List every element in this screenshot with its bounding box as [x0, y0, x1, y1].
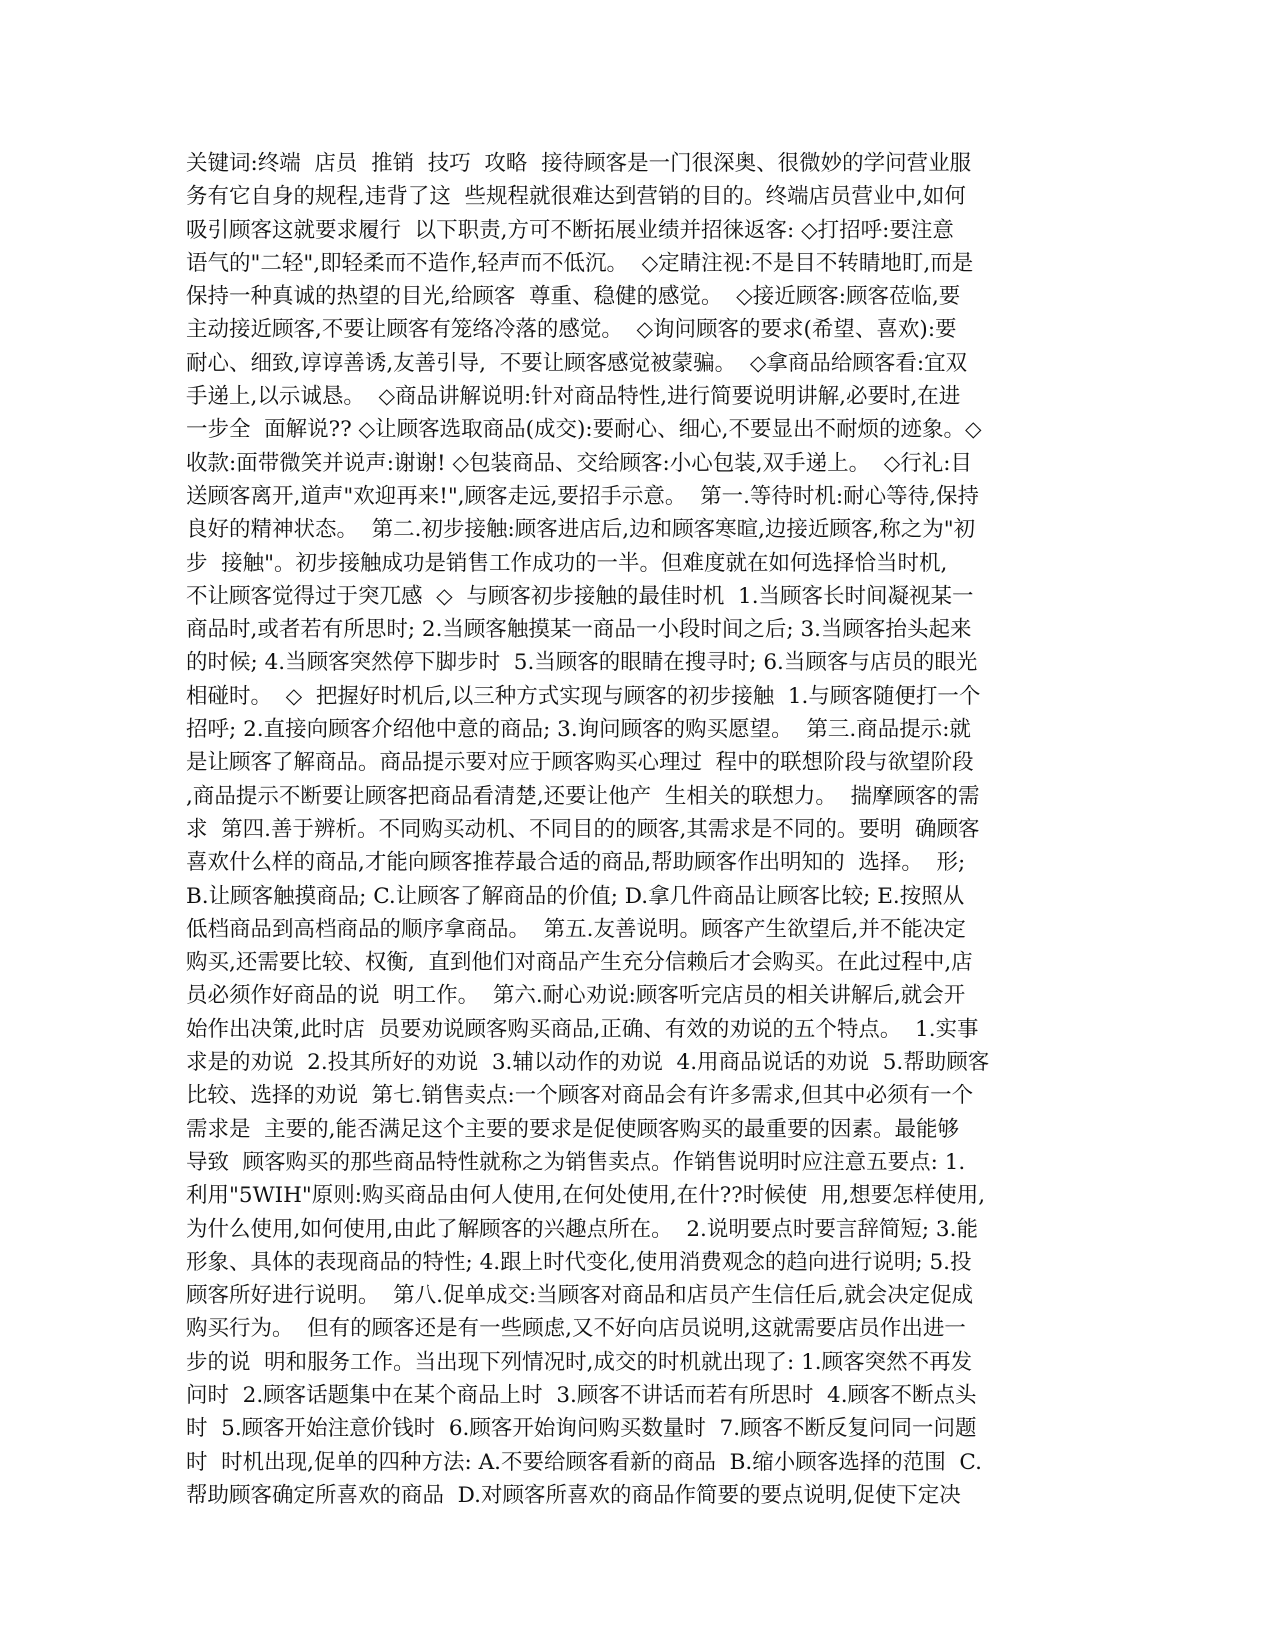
text-line: 利用"5WIH"原则:购买商品由何人使用,在何处使用,在什??时候使 用,想要怎样使用, — [186, 1183, 986, 1209]
text-line: 喜欢什么样的商品,才能向顾客推荐最合适的商品,帮助顾客作出明知的 选择。 形; — [186, 850, 966, 876]
text-line: 关键词:终端 店员 推销 技巧 攻略 接待顾客是一门很深奥、很微妙的学问营业服 — [186, 151, 972, 176]
text-line: 时 时机出现,促单的四种方法: A.不要给顾客看新的商品 B.缩小顾客选择的范围 C. — [186, 1449, 982, 1475]
text-line: 吸引顾客这就要求履行 以下职责,方可不断拓展业绩并招徕返客: ◇打招呼:要注意 — [186, 217, 954, 243]
text-line: 是让顾客了解商品。商品提示要对应于顾客购买心理过 程中的联想阶段与欲望阶段 — [186, 750, 974, 776]
text-line: 语气的"二轻",即轻柔而不造作,轻声而不低沉。 ◇定睛注视:不是目不转睛地盯,而是 — [186, 250, 974, 276]
text-line: 商品时,或者若有所思时; 2.当顾客触摸某一商品一小段时间之后; 3.当顾客抬头起来 — [186, 617, 972, 643]
text-line: 求是的劝说 2.投其所好的劝说 3.辅以动作的劝说 4.用商品说话的劝说 5.帮助顾客 — [186, 1050, 990, 1076]
text-line: 购买行为。 但有的顾客还是有一些顾虑,又不好向店员说明,这就需要店员作出进一 — [186, 1316, 966, 1342]
text-line: 的时候; 4.当顾客突然停下脚步时 5.当顾客的眼睛在搜寻时; 6.当顾客与店员的眼光 — [186, 650, 978, 676]
text-line: 低档商品到高档商品的顺序拿商品。 第五.友善说明。顾客产生欲望后,并不能决定 — [186, 916, 966, 942]
text-line: ,商品提示不断要让顾客把商品看清楚,还要让他产 生相关的联想力。 揣摩顾客的需 — [186, 783, 980, 809]
text-line: 始作出决策,此时店 员要劝说顾客购买商品,正确、有效的劝说的五个特点。 1.实事 — [186, 1016, 979, 1042]
text-line: 购买,还需要比较、权衡, 直到他们对商品产生充分信赖后才会购买。在此过程中,店 — [186, 950, 973, 976]
text-line: 导致 顾客购买的那些商品特性就称之为销售卖点。作销售说明时应注意五要点: 1. — [186, 1149, 966, 1175]
text-line: 求 第四.善于辨析。不同购买动机、不同目的的顾客,其需求是不同的。要明 确顾客 — [186, 816, 980, 842]
text-line: 一步全 面解说?? ◇让顾客选取商品(成交):要耐心、细心,不要显出不耐烦的迹象。◇ — [186, 417, 982, 443]
text-line: 形象、具体的表现商品的特性; 4.跟上时代变化,使用消费观念的趋向进行说明; 5.投 — [186, 1249, 972, 1275]
text-line: 步 接触"。初步接触成功是销售工作成功的一半。但难度就在如何选择恰当时机, — [186, 550, 948, 576]
text-line: 良好的精神状态。 第二.初步接触:顾客进店后,边和顾客寒暄,边接近顾客,称之为"初 — [186, 517, 976, 543]
text-line: 为什么使用,如何使用,由此了解顾客的兴趣点所在。 2.说明要点时要言辞简短; 3.能 — [186, 1216, 978, 1242]
text-line: 保持一种真诚的热望的目光,给顾客 尊重、稳健的感觉。 ◇接近顾客:顾客莅临,要 — [186, 284, 961, 310]
text-line: B.让顾客触摸商品; C.让顾客了解商品的价值; D.拿几件商品让顾客比较; E.按照从 — [186, 883, 965, 909]
text-line: 手递上,以示诚恳。 ◇商品讲解说明:针对商品特性,进行简要说明讲解,必要时,在进 — [186, 384, 961, 410]
text-line: 务有它自身的规程,违背了这 些规程就很难达到营销的目的。终端店员营业中,如何 — [186, 184, 966, 210]
text-line: 不让顾客觉得过于突兀感 ◇ 与顾客初步接触的最佳时机 1.当顾客长时间凝视某一 — [186, 583, 974, 609]
text-line: 需求是 主要的,能否满足这个主要的要求是促使顾客购买的最重要的因素。最能够 — [186, 1116, 960, 1142]
text-line: 帮助顾客确定所喜欢的商品 D.对顾客所喜欢的商品作简要的要点说明,促使下定决 — [186, 1482, 961, 1508]
document-body — [186, 147, 1086, 1512]
text-line: 步的说 明和服务工作。当出现下列情况时,成交的时机就出现了: 1.顾客突然不再发 — [186, 1349, 973, 1375]
text-line: 时 5.顾客开始注意价钱时 6.顾客开始询问购买数量时 7.顾客不断反复问同一问题 — [186, 1416, 977, 1442]
text-line: 送顾客离开,道声"欢迎再来!",顾客走远,要招手示意。 第一.等待时机:耐心等待,保持 — [186, 483, 980, 509]
text-line: 相碰时。 ◇ 把握好时机后,以三种方式实现与顾客的初步接触 1.与顾客随便打一个 — [186, 683, 981, 709]
text-line: 主动接近顾客,不要让顾客有笼络冷落的感觉。 ◇询问顾客的要求(希望、喜欢):要 — [186, 317, 957, 343]
text-line: 顾客所好进行说明。 第八.促单成交:当顾客对商品和店员产生信任后,就会决定促成 — [186, 1283, 974, 1309]
text-line: 问时 2.顾客话题集中在某个商品上时 3.顾客不讲话而若有所思时 4.顾客不断点头 — [186, 1382, 977, 1408]
text-line: 收款:面带微笑并说声:谢谢! ◇包装商品、交给顾客:小心包装,双手递上。 ◇行礼:目 — [186, 450, 973, 476]
text-line: 比较、选择的劝说 第七.销售卖点:一个顾客对商品会有许多需求,但其中必须有一个 — [186, 1083, 974, 1109]
text-line: 员必须作好商品的说 明工作。 第六.耐心劝说:顾客听完店员的相关讲解后,就会开 — [186, 983, 966, 1009]
text-line: 招呼; 2.直接向顾客介绍他中意的商品; 3.询问顾客的购买愿望。 第三.商品提示:就 — [186, 717, 971, 743]
text-line: 耐心、细致,谆谆善诱,友善引导, 不要让顾客感觉被蒙骗。 ◇拿商品给顾客看:宜双 — [186, 350, 968, 376]
